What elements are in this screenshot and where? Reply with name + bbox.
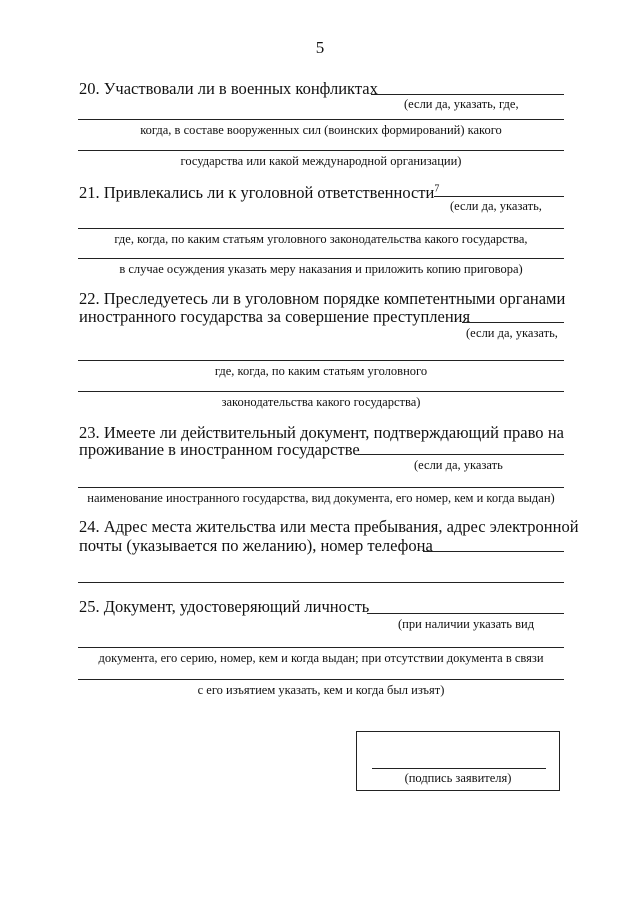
q22-hint-3: законодательства какого государства) [221, 395, 421, 409]
q25-answer-line-2[interactable] [78, 647, 564, 648]
q25-answer-line-3[interactable] [78, 679, 564, 680]
q22-answer-line-3[interactable] [78, 391, 564, 392]
q20-label: 20. Участвовали ли в военных конфликтах [79, 79, 378, 98]
q21-label [79, 183, 439, 203]
q20-hint-1: (если да, указать, где, [404, 97, 519, 111]
q20-answer-line-1[interactable] [371, 94, 564, 95]
q22-label-line-1: 22. Преследуетесь ли в уголовном порядке компетентными органами [79, 289, 566, 308]
q25-label: 25. Документ, удостоверяющий личность [79, 597, 370, 616]
q21-hint-1: (если да, указать, [450, 199, 542, 213]
q24-answer-line-1[interactable] [423, 551, 564, 552]
signature-hint: (подпись заявителя) [404, 771, 512, 785]
q25-hint-3: с его изъятием указать, кем и когда был изъят) [197, 683, 445, 697]
q23-label-line-1: 23. Имеете ли действительный документ, подтверждающий право на [79, 423, 564, 442]
q20-answer-line-2[interactable] [78, 119, 564, 120]
page-number: 5 [315, 38, 325, 57]
q21-answer-line-2[interactable] [78, 228, 564, 229]
q22-label-line-2: иностранного государства за совершение преступления [79, 307, 471, 326]
q25-hint-1: (при наличии указать вид [398, 617, 535, 631]
q20-hint-2: когда, в составе вооруженных сил (воинских формирований) какого [140, 123, 502, 137]
q23-label-line-2: проживание в иностранном государстве [79, 440, 360, 459]
signature-line[interactable] [372, 768, 546, 769]
q23-answer-line-1[interactable] [358, 454, 564, 455]
q21-footnote-marker: 7 [434, 183, 440, 195]
q24-label-line-1: 24. Адрес места жительства или места пребывания, адрес электронной [79, 517, 579, 536]
q25-hint-2: документа, его серию, номер, кем и когда выдан; при отсутствии документа в связи [98, 651, 544, 665]
q23-hint-2: наименование иностранного государства, вид документа, его номер, кем и когда выдан) [87, 491, 555, 505]
q21-hint-2: где, когда, по каким статьям уголовного законодательства какого государства, [114, 232, 528, 246]
q24-label-line-2: почты (указывается по желанию), номер телефона [79, 536, 433, 555]
q22-hint-1: (если да, указать, [466, 326, 558, 340]
q21-answer-line-1[interactable] [434, 196, 564, 197]
q21-hint-3: в случае осуждения указать меру наказания и приложить копию приговора) [119, 262, 523, 276]
q25-answer-line-1[interactable] [367, 613, 564, 614]
q22-hint-2: где, когда, по каким статьям уголовного [214, 364, 428, 378]
q21-text: 21. Привлекались ли к уголовной ответственности [79, 183, 435, 202]
q20-hint-3: государства или какой международной организации) [180, 154, 462, 168]
q24-answer-line-2[interactable] [78, 582, 564, 583]
q23-hint-1: (если да, указать [414, 458, 503, 472]
q22-answer-line-2[interactable] [78, 360, 564, 361]
q20-answer-line-3[interactable] [78, 150, 564, 151]
q21-answer-line-3[interactable] [78, 258, 564, 259]
q22-answer-line-1[interactable] [462, 322, 564, 323]
q23-answer-line-2[interactable] [78, 487, 564, 488]
